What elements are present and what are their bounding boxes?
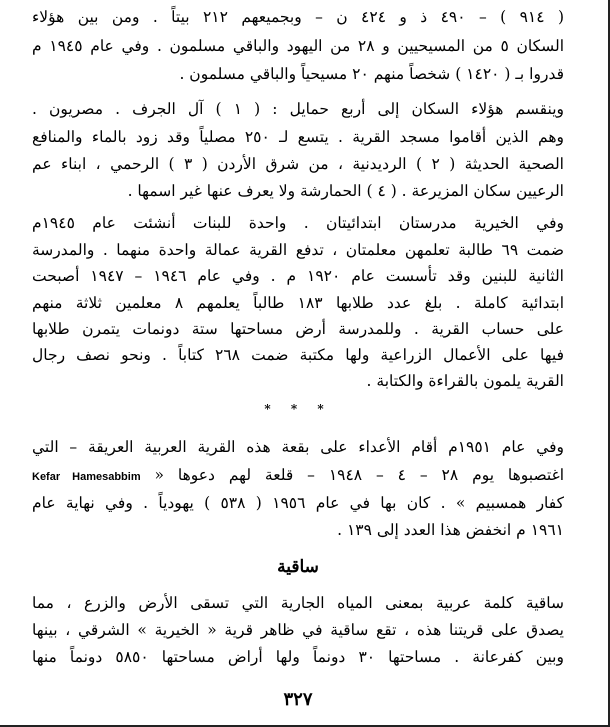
paragraph-2-line-3: الصحية الحديثة ( ٢ ) الرديدنية ، من شرق الأردن ( ٣ ) الرحمي ، ابناء عم [32,155,564,173]
page-number: ٣٢٧ [283,689,313,710]
paragraph-4-line-1: وفي عام ١٩٥١م أقام الأعداء على بقعة هذه القرية العربية العريقة – التي [32,438,564,456]
paragraph-3-line-3: الثانية للبنين وقد تأسست عام ١٩٢٠ م . وفي عام ١٩٤٦ – ١٩٤٧ أصبحت [32,267,564,285]
paragraph-3-line-5: على حساب القرية . وللمدرسة أرض مساحتها ستة دونمات يتمرن طلابها [32,320,564,338]
paragraph-2-line-2: وهم الذين أقاموا مسجد القرية . يتسع لـ ٢٥٠ مصلياً وقد زود بالماء والمنافع [32,128,564,146]
paragraph-5-line-2: يصدق على قريتنا هذه ، تقع ساقية في ظاهر قرية « الخيرية » الشرقي ، بينها [32,621,564,639]
paragraph-4-line-2 [32,462,564,489]
paragraph-1-line-3: قدروا بـ ( ١٤٢٠ ) شخصاً منهم ٢٠ مسيحياً والباقي مسلمون . [179,65,564,83]
paragraph-2-line-4: الرعيين سكان المزيرعة . ( ٤ ) الحمارشة ولا يعرف عنها غير اسمها . [127,182,564,200]
paragraph-3-line-2: ضمت ٦٩ طالبة تعلمهن معلمتان ، تدفع القرية عمالة واحدة منهما . والمدرسة [32,241,564,259]
paragraph-3-line-7: القرية يلمون بالقراءة والكتابة . [366,372,564,390]
paragraph-5-line-1: ساقية كلمة عربية بمعنى المياه الجارية التي تسقى الأرض والزرع ، مما [32,594,564,612]
paragraph-4-line-4: ١٩٦١ م انخفض هذا العدد إلى ١٣٩ . [337,521,564,539]
paragraph-3-line-4: ابتدائية كاملة . بلغ عدد طلابها ١٨٣ طالباً يعلمهم ٨ معلمين ثلاثة منهم [32,294,564,312]
paragraph-1-line-1: ( ٩١٤ ) – ٤٩٠ ذ و ٤٢٤ ن – وبجميعهم ٢١٢ بيتاً . ومن بين هؤلاء [32,8,564,26]
paragraph-3-line-6: فيها على الأعمال الزراعية ولها مكتبة ضمت ٢٦٨ كتاباً . ونحو نصف رجال [32,346,564,364]
paragraph-4-line-2-text: اغتصبوها يوم ٢٨ – ٤ – ١٩٤٨ – قلعة لهم دعوها « [154,466,564,484]
paragraph-3-line-1: وفي الخيرية مدرستان ابتدائيتان . واحدة للبنات أنشئت عام ١٩٤٥م [32,214,564,232]
section-separator: * * * [264,402,332,416]
latin-place-name: Kefar Hamesabbim [32,471,141,483]
book-page [32,0,564,727]
section-heading: ساقية [277,557,319,577]
paragraph-4-line-3: كفار همسبيم » . كان بها في عام ١٩٥٦ ( ٥٣٨ ) يهودياً . وفي نهاية عام [32,494,564,512]
paragraph-1-line-2: السكان ٥ من المسيحيين و ٢٨ من اليهود والباقي مسلمون . وفي عام ١٩٤٥ م [32,37,564,55]
paragraph-5-line-3: وبين كفرعانة . مساحتها ٣٠ دونماً ولها أراض مساحتها ٥٨٥٠ دونماً منها [32,648,564,666]
paragraph-2-line-1: وينقسم هؤلاء السكان إلى أربع حمايل : ( ١ ) آل الجرف . مصريون . [32,100,564,118]
